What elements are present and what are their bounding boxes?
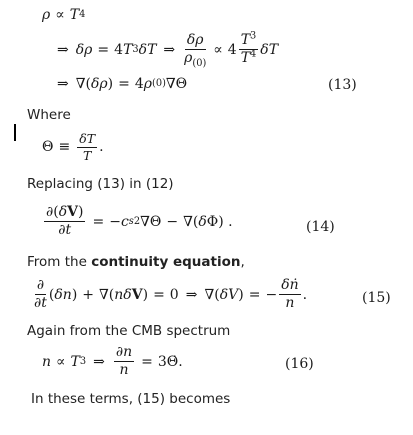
equation-rho-proportional: ρ ∝ T 4 bbox=[42, 7, 86, 23]
text-cursor bbox=[14, 124, 16, 141]
replacing-text: Replacing (13) in (12) bbox=[27, 176, 174, 192]
equation-delta-rho: ⇒ δρ = 4 T 3 δT ⇒ $\frac{\delta\rho}{\rho_{(0)}}$ ∝ 4 $\frac{T^3}{T^4}$ δT bbox=[57, 30, 279, 70]
in-these-terms-text: In these terms, (15) becomes bbox=[31, 391, 231, 407]
continuity-suffix: , bbox=[240, 254, 245, 270]
equation-16-number: (16) bbox=[285, 356, 314, 372]
equation-15-number: (15) bbox=[362, 290, 391, 306]
cmb-text: Again from the CMB spectrum bbox=[27, 323, 231, 339]
equation-16: n ∝ T 3 ⇒ $\frac{\partial n}{n}$ = 3Θ̇. bbox=[42, 344, 183, 379]
equation-theta-definition: Θ ≡ $\frac{\delta T}{T}$ . bbox=[42, 131, 104, 163]
equation-15: $\frac{\partial}{\partial t}$ ( δn ) + ∇( nδ V ) = 0 ⇒ ∇( δV ) = − $\frac{\text{δṅ}}{n}$ . bbox=[34, 277, 308, 312]
continuity-text bbox=[27, 254, 245, 270]
where-label: Where bbox=[27, 107, 71, 123]
equation-13-number: (13) bbox=[328, 77, 357, 93]
equation-14-number: (14) bbox=[306, 219, 335, 235]
equation-13: ⇒ ∇( δρ ) = 4 ρ (0) ∇Θ bbox=[57, 76, 188, 92]
continuity-prefix: From the bbox=[27, 254, 92, 270]
continuity-bold: continuity equation bbox=[91, 254, 241, 270]
equation-14: $\frac{\partial(\delta V)}{\partial t}$ = − c s 2 ∇Θ − ∇( δ Φ) . bbox=[46, 204, 233, 239]
